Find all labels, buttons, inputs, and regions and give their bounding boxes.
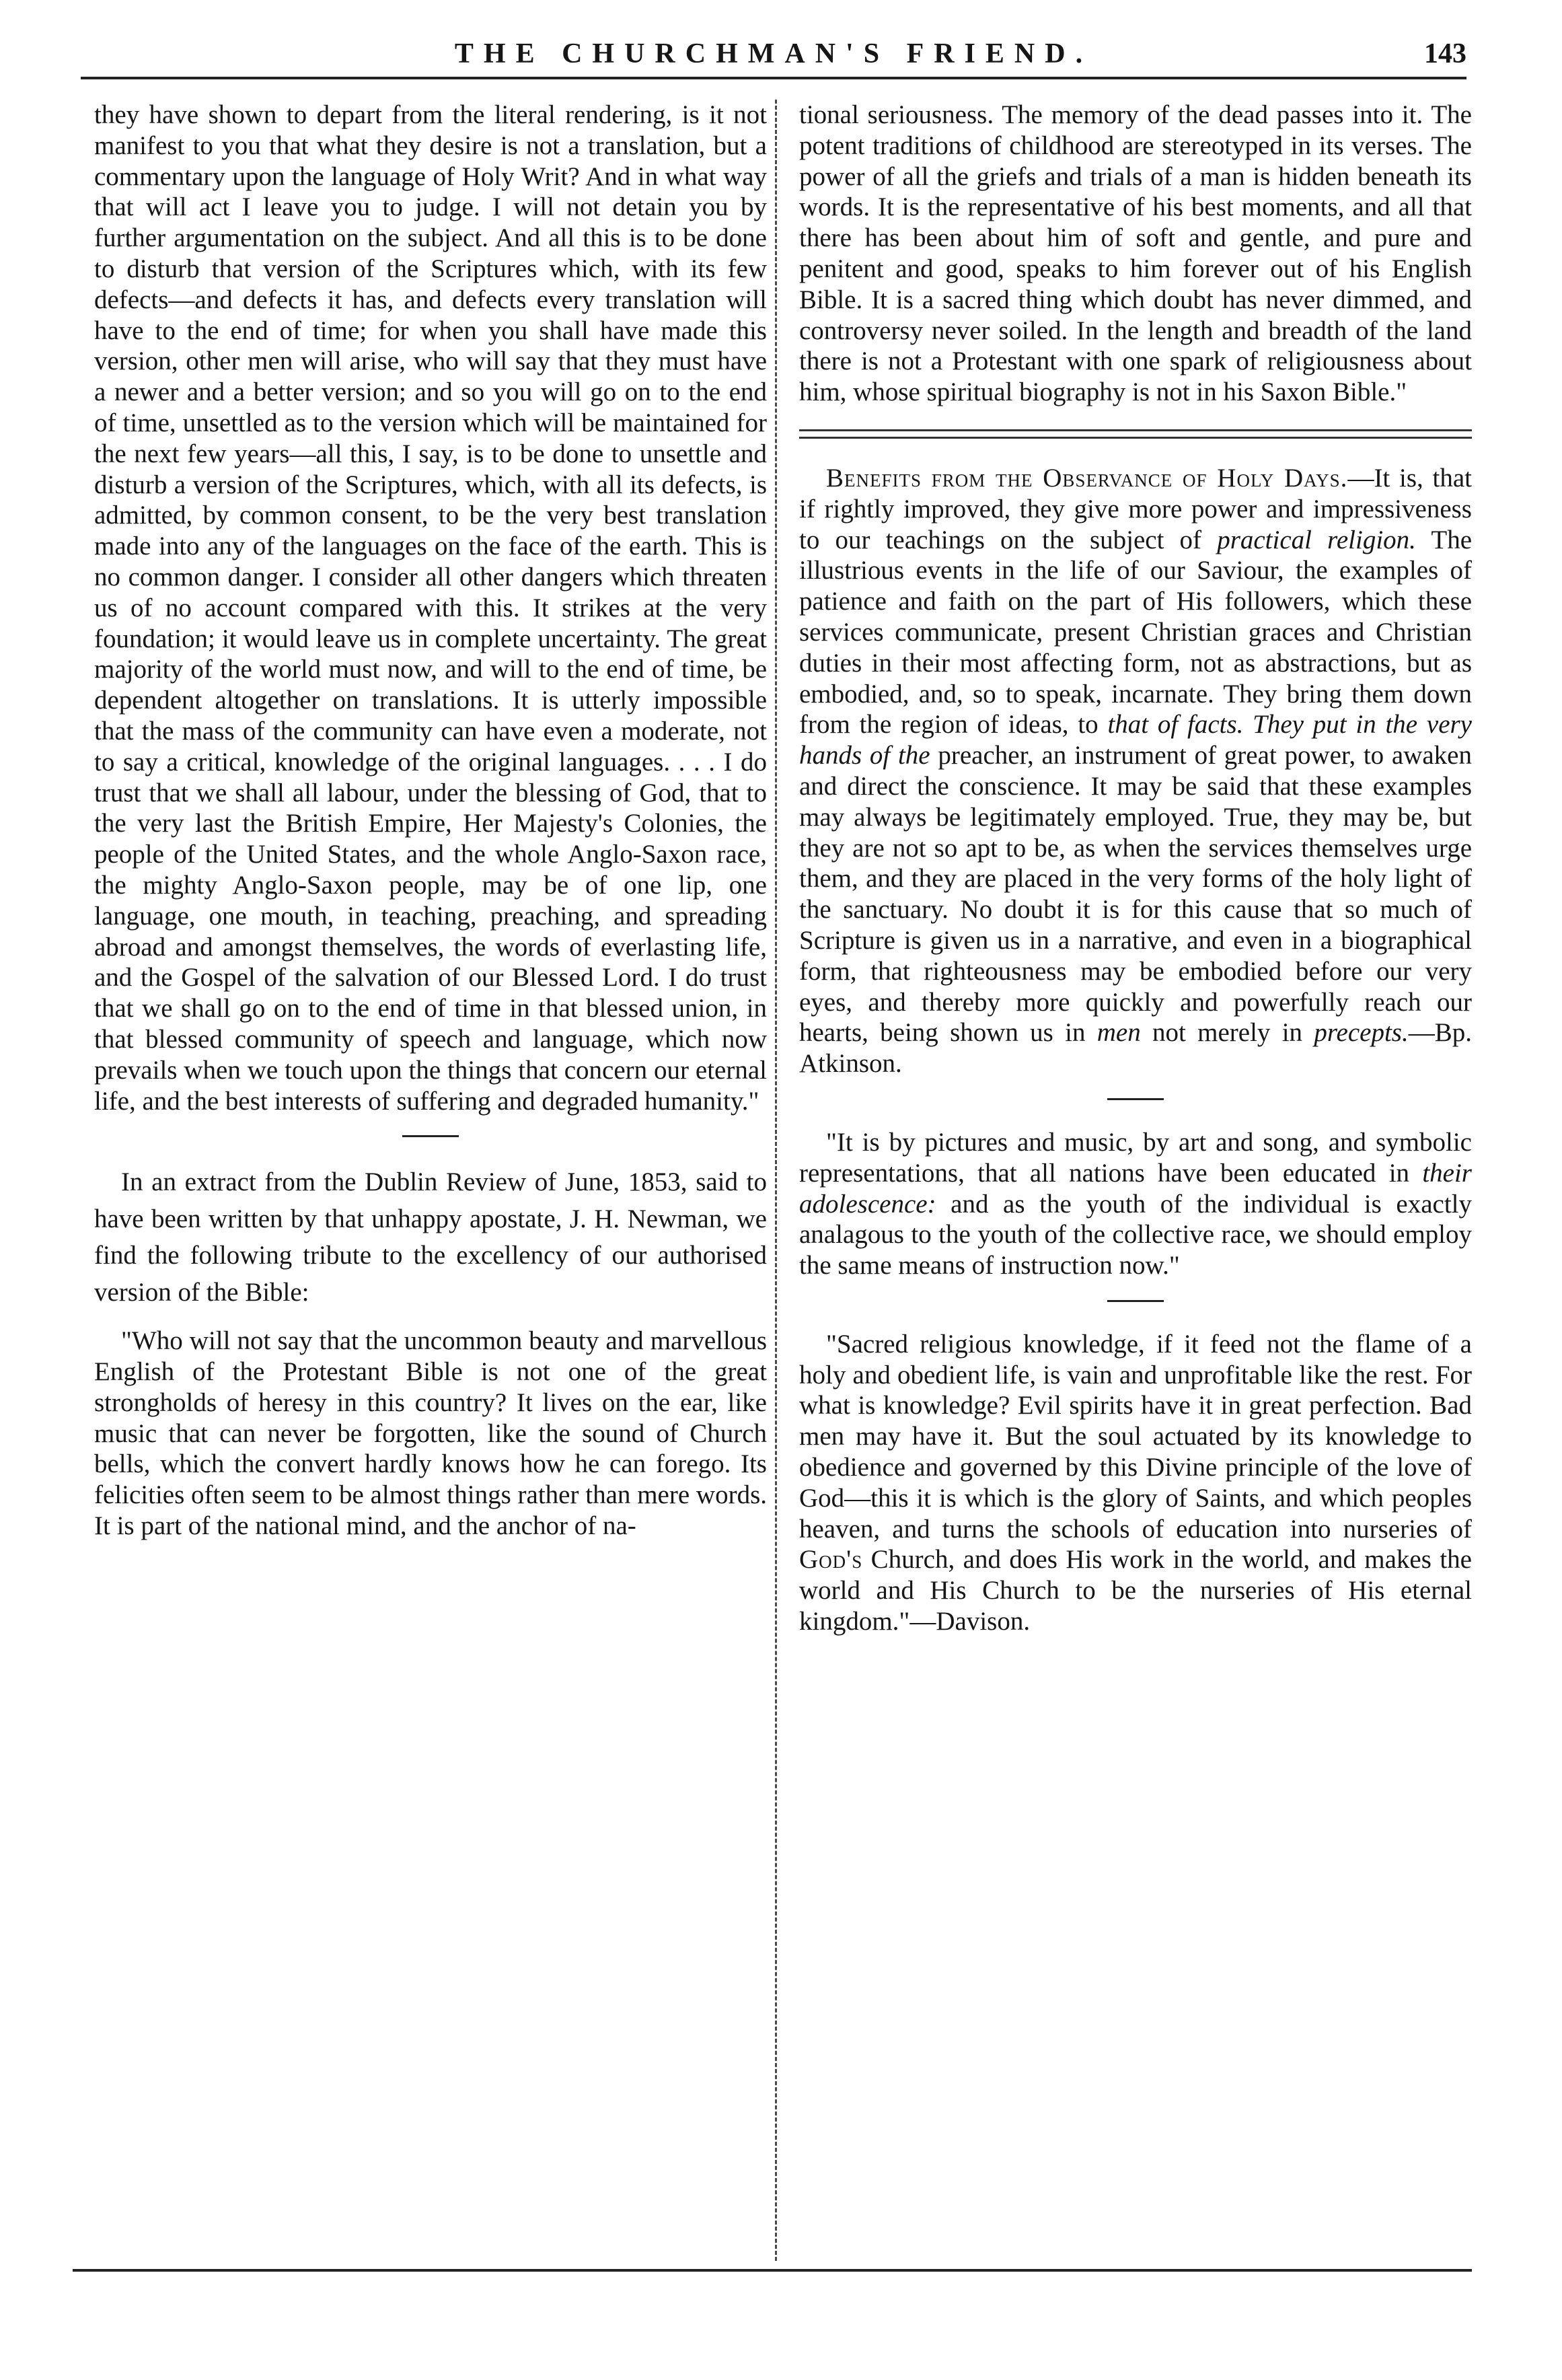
- holy-days-paragraph: [799, 463, 1472, 1079]
- holy-days-emphasis-1: practical religion.: [1217, 525, 1416, 554]
- holy-days-text-b: The illustrious events in the life of our Saviour, the examples of patience and faith on the part of His followers, which these services communicate, present Christian graces and Christian duties in their most affecting form, not as abstractions, but as embodied, and, so to speak, incarnate. They bring them down from the region of ideas, to: [799, 525, 1473, 740]
- holy-days-text-d: not merely in: [1140, 1018, 1314, 1048]
- davison-quote: [799, 1329, 1472, 1637]
- newman-quote-continuation: tional seriousness. The memory of the dead passes into it. The potent traditions of childhood are stereotyped in its verses. The power of all the griefs and trials of a man is hidden beneath its words. It is the representative of his best moments, and all that there has been about him of soft and gentle, and pure and penitent and good, speaks to him forever out of his English Bible. It is a sacred thing which doubt has never dimmed, and controversy never soiled. In the length and breadth of the land there is not a Protestant with one spark of religiousness about him, whose spiritual biography is not in his Saxon Bible.": [799, 100, 1472, 407]
- section-divider: [402, 1135, 459, 1137]
- speech-continuation-paragraph: they have shown to depart from the literal rendering, is it not manifest to you that what they desire is not a translation, but a commentary upon the language of Holy Writ? And in what way that will act I leave you to judge. I will not detain you by further argumentation on the subject. And all this is to be done to disturb that version of the Scriptures which, with its few defects—and defects it has, and defects every translation will have to the end of time; for when you shall have made this version, other men will arise, who will say that they must have a newer and a better version; and so you will go on to the end of time, unsettled as to the version which will be maintained for the next few years—all this, I say, is to be done to unsettle and disturb a version of the Scriptures, which, with all its defects, is admitted, by common consent, to be the very best translation made into any of the languages on the face of the earth. This is no common danger. I consider all other dangers which threaten us of no account compared with this. It strikes at the very foundation; it would leave us in complete uncertainty. The great majority of the world must now, and will to the end of time, be dependent altogether on translations. It is utterly impossible that the mass of the community can have even a moderate, not to say a critical, knowledge of the original languages. . . . I do trust that we shall all labour, under the blessing of God, that to the very last the British Empire, Her Majesty's Colonies, the people of the United States, and the whole Anglo-Saxon race, the mighty Anglo-Saxon people, may be of one lip, one language, one mouth, in teaching, preaching, and spreading abroad and amongst themselves, the words of everlasting life, and the Gospel of the salvation of our Blessed Lord. I do trust that we shall go on to the end of time in that blessed union, in that blessed community of speech and language, which now prevails when we touch upon the things that concern our eternal life, and the best interests of suffering and degraded humanity.": [94, 100, 767, 1116]
- holy-days-emphasis-3: men: [1096, 1018, 1141, 1048]
- bottom-rule: [73, 2269, 1472, 2272]
- running-title: THE CHURCHMAN'S FRIEND.: [454, 38, 1093, 69]
- left-column: [94, 100, 767, 1542]
- right-column: [799, 100, 1472, 1637]
- dublin-review-intro-paragraph: In an extract from the Dublin Review of June, 1853, said to have been written by that unhappy apostate, J. H. Newman, we find the following tribute to the excellency of our authorised version of the Bible:: [94, 1167, 767, 1307]
- page-header: [81, 35, 1466, 79]
- holy-days-emphasis-4: precepts.: [1314, 1018, 1409, 1048]
- pictures-music-text-b: and as the youth of the individual is exactly analagous to the youth of the collective race, we should employ the same means of instruction now.": [799, 1189, 1472, 1281]
- newman-quote-paragraph: "Who will not say that the uncommon beauty and marvellous English of the Protestant Bible is not one of the great strongholds of heresy in this country? It lives on the ear, like music that can never be forgotten, like the sound of Church bells, which the convert hardly knows how he can forego. Its felicities often seem to be almost things rather than mere words. It is part of the national mind, and the anchor of na-: [94, 1326, 767, 1541]
- pictures-music-text-a: "It is by pictures and music, by art and song, and symbolic representations, that all nations have been educated in: [799, 1127, 1472, 1188]
- holy-days-emphasis-2: that of facts. They put in the very hands of the: [799, 710, 1472, 770]
- article-divider: [799, 429, 1472, 439]
- davison-text-b: Church, and does His work in the world, and makes the world and His Church to be the nurseries of His eternal kingdom."—Davison.: [799, 1545, 1472, 1636]
- holy-days-text-a: —It is, that if rightly improved, they give more power and impressiveness to our teachings on the subject of: [799, 463, 1472, 554]
- holy-days-heading: Benefits from the Observance of Holy Days.: [826, 463, 1348, 493]
- column-divider: [775, 100, 777, 2261]
- pictures-music-quote: [799, 1127, 1472, 1281]
- section-divider: [1107, 1300, 1164, 1302]
- pictures-music-emphasis: their adolescence:: [799, 1158, 1472, 1219]
- davison-small-caps: God's: [799, 1545, 863, 1575]
- holy-days-text-c: preacher, an instrument of great power, to awaken and direct the conscience. It may be said that these examples may always be legitimately employed. True, they may be, but they are not so apt to be, as when the services themselves urge them, and they are placed in the very forms of the holy light of the sanctuary. No doubt it is for this cause that so much of Scripture is given us in a narrative, and even in a biographical form, that righteousness may be embodied before our very eyes, and thereby more quickly and powerfully reach our hearts, being shown us in: [799, 741, 1472, 1048]
- davison-text-a: "Sacred religious knowledge, if it feed not the flame of a holy and obedient life, is vain and unprofitable like the rest. For what is knowledge? Evil spirits have it in great perfection. Bad men may have it. But the soul actuated by its knowledge to obedience and governed by this Divine principle of the love of God—this it is which is the glory of Saints, and which peoples heaven, and turns the schools of education into nurseries of: [799, 1329, 1472, 1544]
- section-divider: [1107, 1098, 1164, 1100]
- holy-days-attribution: —Bp. Atkinson.: [799, 1018, 1473, 1079]
- page-number: 143: [1424, 38, 1466, 69]
